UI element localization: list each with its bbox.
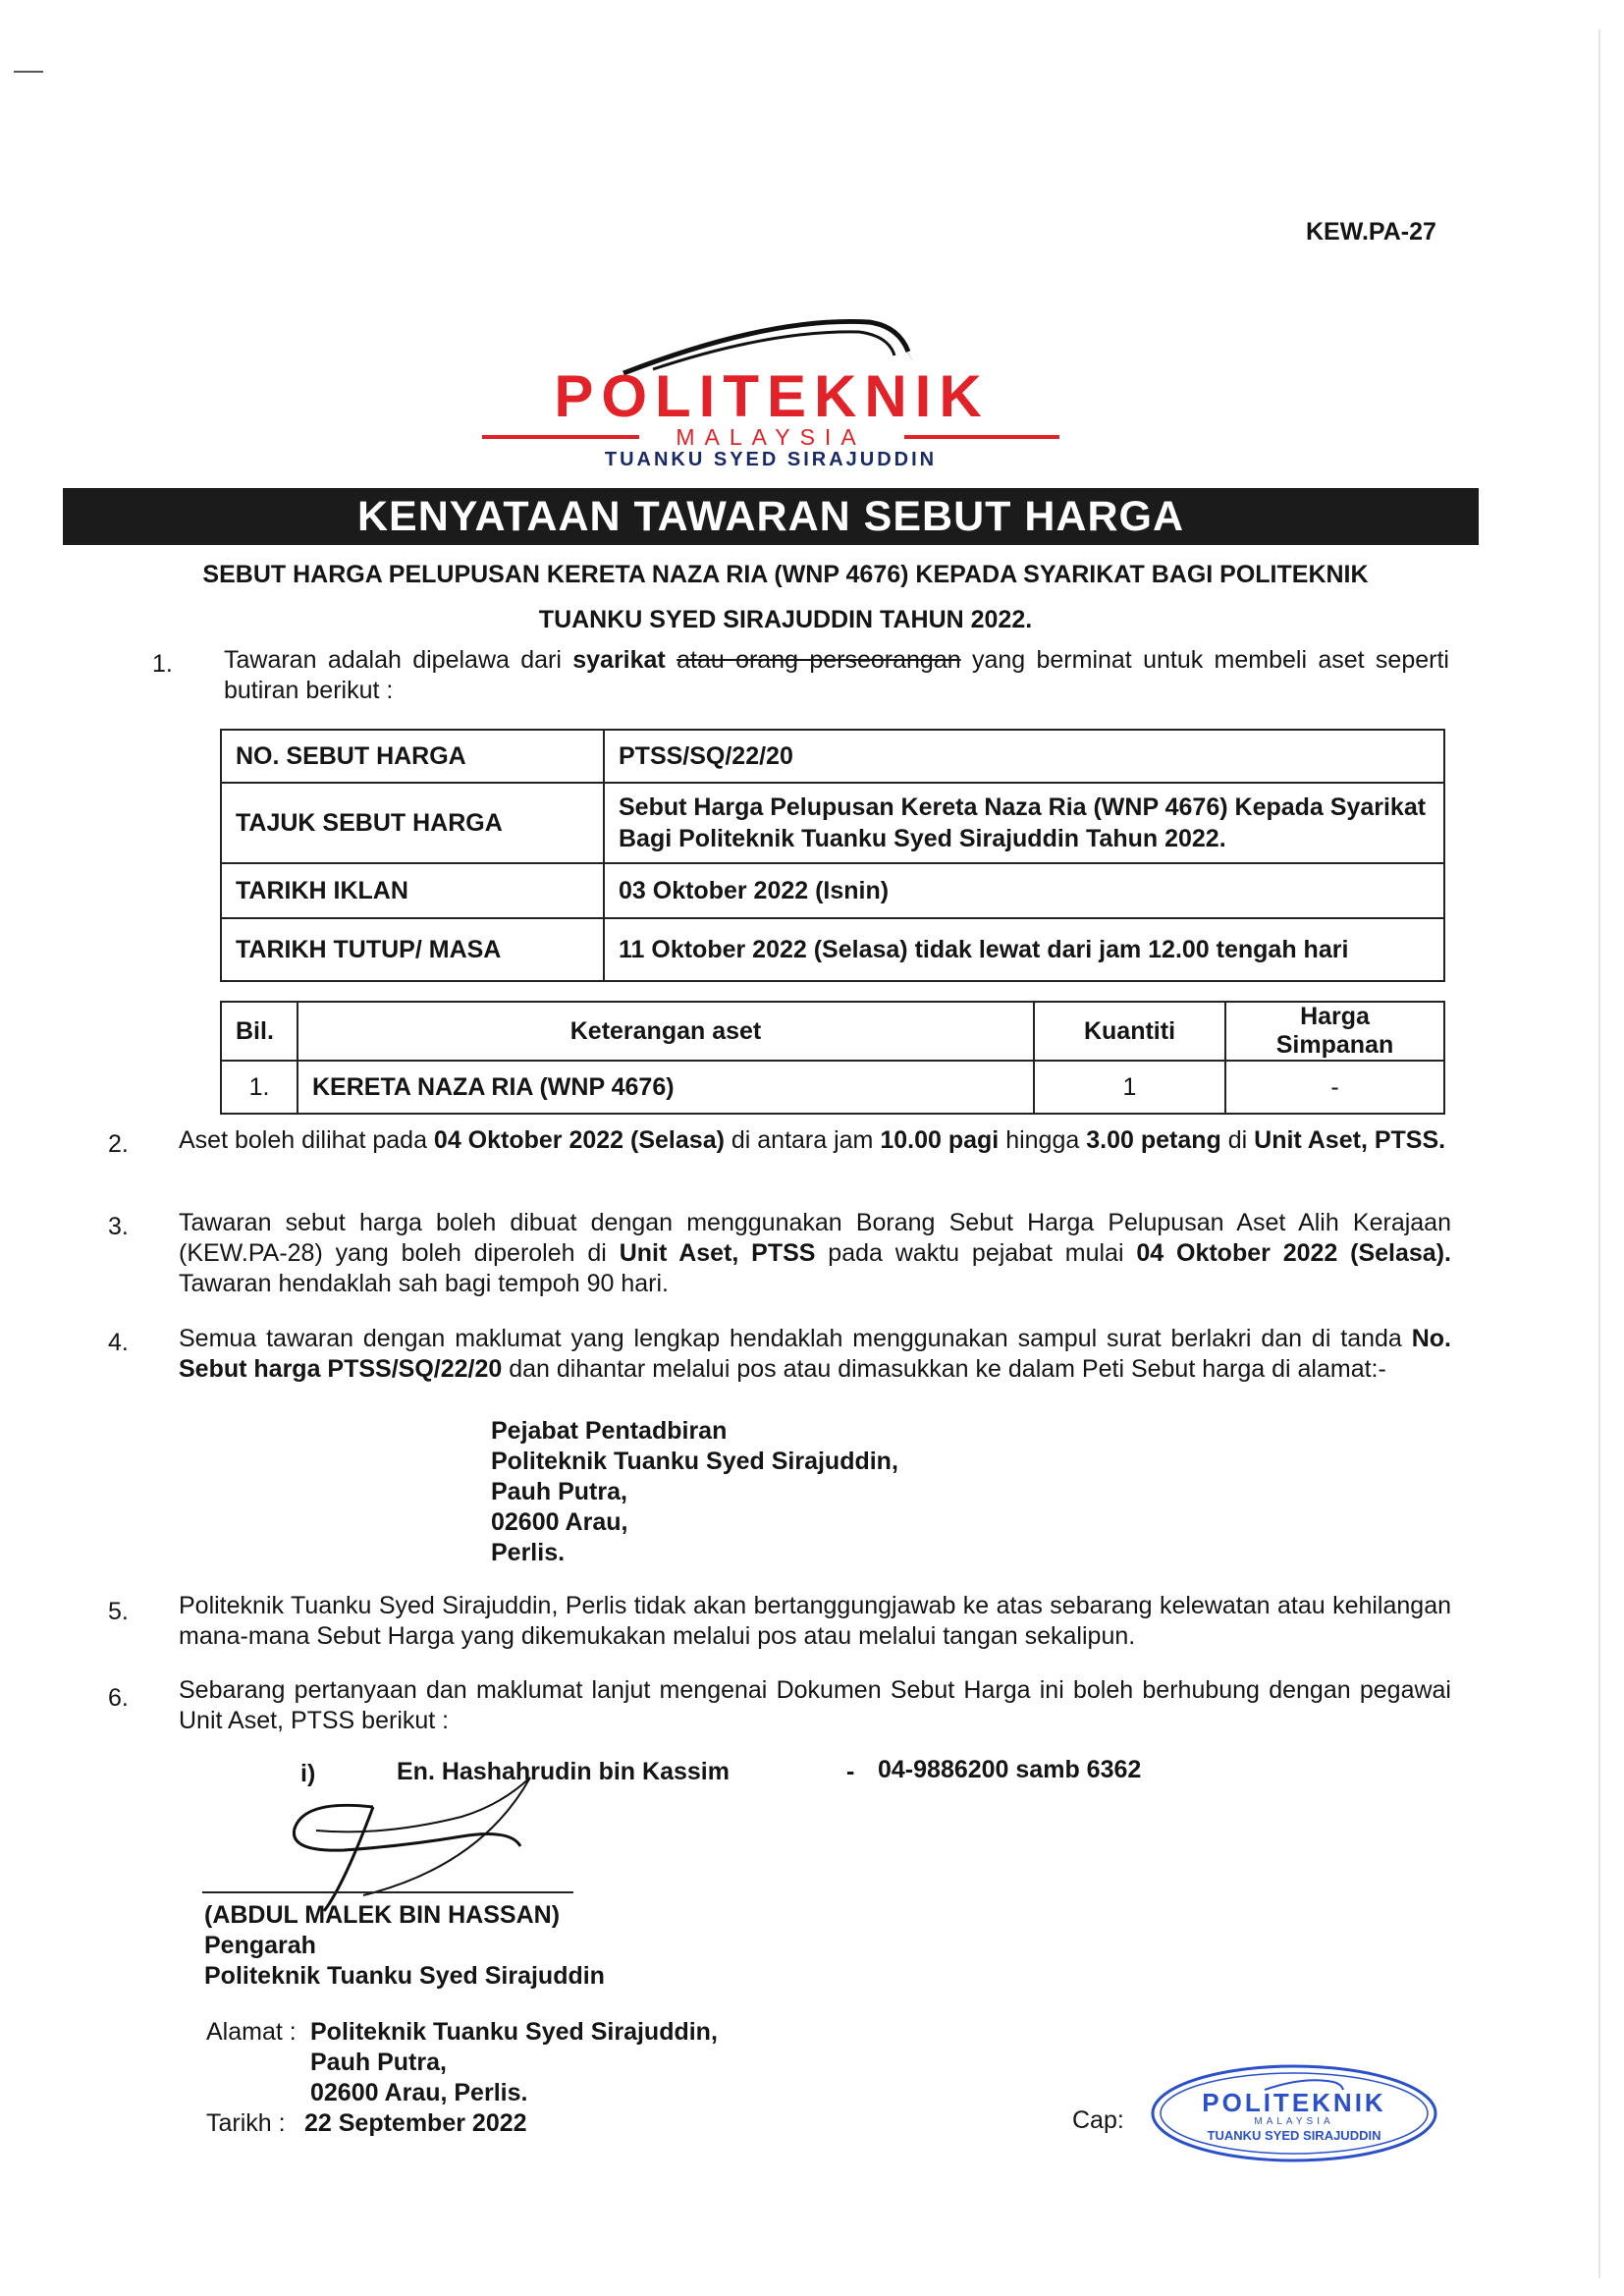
table-row <box>221 783 1444 863</box>
stamp-label: Cap: <box>1072 2106 1124 2134</box>
item-2-emphasis: Unit Aset, PTSS. <box>1254 1126 1446 1154</box>
asset-table <box>220 1001 1445 1115</box>
table-cell: 1. <box>221 1061 298 1114</box>
logo-campus: TUANKU SYED SIRAJUDDIN <box>604 449 938 470</box>
address-line: Pauh Putra, <box>491 1478 627 1505</box>
info-value: 11 Oktober 2022 (Selasa) tidak lewat dari jam 12.00 tengah hari <box>604 918 1444 981</box>
item-2-emphasis: 3.00 petang <box>1086 1126 1221 1154</box>
stamp-country: MALAYSIA <box>1254 2116 1334 2127</box>
contact-name: En. Hashahrudin bin Kassim <box>397 1758 730 1785</box>
column-header: Harga Simpanan <box>1225 1002 1444 1061</box>
item-4-number: 4. <box>108 1329 129 1356</box>
item-1-struck-text: atau orang perseorangan <box>677 646 961 674</box>
logo-name: POLITEKNIK <box>554 363 990 429</box>
document-subtitle <box>118 552 1453 642</box>
footer-address-line: Pauh Putra, <box>310 2049 447 2076</box>
stamp-name: POLITEKNIK <box>1202 2088 1386 2117</box>
signatory-position: Pengarah <box>204 1932 316 1959</box>
item-5-number: 5. <box>108 1598 129 1625</box>
subtitle-line-1: SEBUT HARGA PELUPUSAN KERETA NAZA RIA (WNP 4676) KEPADA SYARIKAT BAGI POLITEKNIK <box>202 561 1369 588</box>
signatory-institution: Politeknik Tuanku Syed Sirajuddin <box>204 1962 605 1990</box>
item-4-text <box>179 1324 1451 1385</box>
item-3-emphasis: 04 Oktober 2022 (Selasa). <box>1136 1239 1451 1267</box>
signatory-block <box>204 1900 605 1992</box>
info-key: TARIKH IKLAN <box>221 863 604 918</box>
address-line: 02600 Arau, <box>491 1508 628 1536</box>
item-3-text-part: Tawaran sebut harga boleh dibuat dengan menggunakan Borang Sebut Harga Pelupusan Aset Alih Kerajaan (KEW.PA-28) yang boleh diperoleh di <box>179 1209 1451 1267</box>
item-3-text-part: Tawaran hendaklah sah bagi tempoh 90 hari. <box>179 1270 669 1297</box>
item-2-text-part: di antara jam <box>724 1126 881 1154</box>
table-header-row <box>221 1002 1444 1061</box>
logo-country: MALAYSIA <box>676 424 866 450</box>
item-4-text-part: Semua tawaran dengan maklumat yang lengkap hendaklah menggunakan sampul surat berlakri dan di tanda <box>179 1325 1412 1352</box>
item-1-text-part <box>666 646 677 674</box>
signature-line <box>202 1891 573 1893</box>
item-2-text <box>179 1125 1451 1156</box>
form-code: KEW.PA-27 <box>1306 218 1436 246</box>
address-line: Pejabat Pentadbiran <box>491 1417 728 1445</box>
item-3-text <box>179 1208 1451 1299</box>
stamp-campus: TUANKU SYED SIRAJUDDIN <box>1207 2128 1381 2143</box>
info-key: TAJUK SEBUT HARGA <box>221 783 604 863</box>
item-1-text-part: yang berminat untuk membeli aset seperti butiran berikut : <box>224 646 1449 704</box>
footer-address-line: Politeknik Tuanku Syed Sirajuddin, <box>310 2018 718 2046</box>
item-2-emphasis: 10.00 pagi <box>880 1126 1000 1154</box>
contact-index: i) <box>300 1760 316 1787</box>
item-3-text-part: pada waktu pejabat mulai <box>815 1239 1137 1267</box>
item-2-number: 2. <box>108 1130 129 1158</box>
table-row <box>221 730 1444 783</box>
scan-mark <box>1598 29 1600 2278</box>
table-cell: KERETA NAZA RIA (WNP 4676) <box>298 1061 1034 1114</box>
column-header: Keterangan aset <box>298 1002 1034 1061</box>
item-2-text-part: di <box>1220 1126 1255 1154</box>
submission-address <box>491 1416 898 1568</box>
info-key: NO. SEBUT HARGA <box>221 730 604 783</box>
contact-phone: 04-9886200 samb 6362 <box>878 1756 1142 1783</box>
footer-address-label: Alamat : <box>206 2018 297 2046</box>
contact-dash: - <box>846 1758 855 1785</box>
item-6-text: Sebarang pertanyaan dan maklumat lanjut mengenai Dokumen Sebut Harga ini boleh berhubung dengan pegawai Unit Aset, PTSS berikut : <box>179 1676 1451 1734</box>
table-row <box>221 1061 1444 1114</box>
footer-date: 22 September 2022 <box>304 2109 527 2137</box>
address-line: Perlis. <box>491 1539 566 1566</box>
footer-address <box>310 2017 718 2108</box>
item-5-text: Politeknik Tuanku Syed Sirajuddin, Perlis tidak akan bertanggungjawab ke atas sebarang kelewatan atau kehilangan mana-mana Sebut Harga yang dikemukakan melalui pos atau melalui tangan sekalipun. <box>179 1592 1451 1650</box>
item-2-text-part: Aset boleh dilihat pada <box>179 1126 434 1154</box>
footer-address-line: 02600 Arau, Perlis. <box>310 2079 528 2106</box>
subtitle-line-2: TUANKU SYED SIRAJUDDIN TAHUN 2022. <box>538 606 1033 633</box>
item-4-text-part: dan dihantar melalui pos atau dimasukkan ke dalam Peti Sebut harga di alamat:- <box>502 1355 1386 1383</box>
address-line: Politeknik Tuanku Syed Sirajuddin, <box>491 1448 898 1475</box>
table-cell: 1 <box>1034 1061 1225 1114</box>
scan-mark <box>14 71 43 73</box>
table-cell: - <box>1225 1061 1444 1114</box>
item-4-emphasis: No. Sebut harga PTSS/SQ/22/20 <box>179 1325 1451 1383</box>
item-3-emphasis: Unit Aset, PTSS <box>619 1239 816 1267</box>
official-stamp <box>1147 2060 1441 2166</box>
item-2-emphasis: 04 Oktober 2022 (Selasa) <box>433 1126 725 1154</box>
item-1-emphasis: syarikat <box>572 646 666 674</box>
info-value: PTSS/SQ/22/20 <box>604 730 1444 783</box>
footer-date-label: Tarikh : <box>206 2109 286 2137</box>
info-key: TARIKH TUTUP/ MASA <box>221 918 604 981</box>
info-value: 03 Oktober 2022 (Isnin) <box>604 863 1444 918</box>
column-header: Kuantiti <box>1034 1002 1225 1061</box>
document-title: KENYATAAN TAWARAN SEBUT HARGA <box>63 488 1479 545</box>
item-3-number: 3. <box>108 1213 129 1240</box>
item-6-number: 6. <box>108 1684 129 1712</box>
institution-logo <box>476 312 1065 469</box>
item-1-text-part: Tawaran adalah dipelawa dari <box>224 646 573 674</box>
item-1-number: 1. <box>152 650 173 678</box>
signatory-name: (ABDUL MALEK BIN HASSAN) <box>204 1901 561 1929</box>
quotation-info-table <box>220 729 1445 982</box>
column-header: Bil. <box>221 1002 298 1061</box>
item-1-text <box>224 645 1449 706</box>
table-row <box>221 918 1444 981</box>
item-2-text-part: hingga <box>999 1126 1087 1154</box>
info-value: Sebut Harga Pelupusan Kereta Naza Ria (WNP 4676) Kepada Syarikat Bagi Politeknik Tuanku Syed Sirajuddin Tahun 2022. <box>604 783 1444 863</box>
table-row <box>221 863 1444 918</box>
